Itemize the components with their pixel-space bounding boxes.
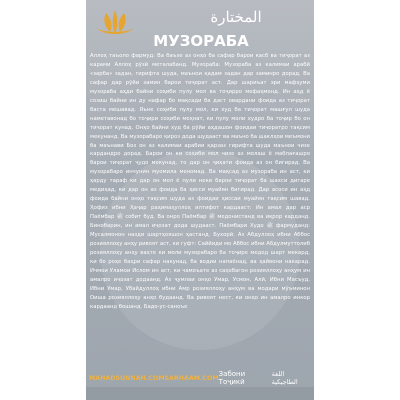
article-card <box>86 0 314 400</box>
page-title: МУЗОРАБА <box>153 32 249 50</box>
arabic-title: المختارة <box>210 8 262 26</box>
website-link-sarhaam[interactable]: SARHAAM.COM <box>164 374 219 382</box>
footer <box>86 369 314 387</box>
wheat-emblem-icon <box>92 4 138 38</box>
article-body: Аллоҳ таъоло фармуд: Ва баъзе аз онҳо ба сафар барои касб ва тиҷорат аз карами Аллоҳ рӯзӣ металабанд. Музораба: Музораба аз калимаи арабӣ «зарба» задан, гирифта шуда, маънои қадам задан дар заминро дорад. Ва сафар дар рӯйи замин барои тиҷорат аст. Дар шариъат эри мафҳуми музораба аҳди байни соҳиби пулу мол ва тоҷирро мефаҳмонд. Ин аҳд ё созиш байни ин ду нафар бо мақсади ба даст овардани фоида аз тиҷорат баста мешавад. Яъне соҳиби пулу мол, ки худ ба тиҷорат машғул шуда наметавонад бо тоҷири соҳиби меҳнат, ки пулу моли худро ба тоҷир бо он тиҷорат кунад. Онҳо байни худ ба рӯйи аҳдашон фоидаи тиҷоратро тақсим мекунанд. Ва музорабаро қироз дода шудааст ва маъно ба шаклҳои меъмони ба маънави Боз он аз калимаи арабии қарзаз гирифта шуда маънои чизе кардандро дорад. Барои он ки соҳиби мол чизе аз молаш ё маблағашро барои тиҷорат ҷудо мекунад, то дар он ҷиҳати фоида аз он бигирад. Ва музорабаро инчунин муомила меномад. Ва мақсад аз музораба ин аст, ки ҳарду тараф ки дар он мол ё пули неки барои тиҷорат ба шахси дигаре медиҳад, ки дар он аз фоида ба ҳисси муайян бигирад. Дар асоси ин аҳд фоида байни онҳо тақсим шуда аз фоидаи ҳиссаи муайян тақсим шавад. Ҳофиз ибни Ҳаҷар раҳимаҳуллоҳ илтифот кардааст: Ин амал дар аср Паёмбар ﷺ собит буд. Ва онро Паёмбар ﷺ медонистанд ва иқрор карданд. Бинобарин, ин амал иҷозат дода шудааст. Паёмбари Худо ﷺ фармуданд: Мусалмонон назди шартҳояшон ҳастанд. Бухорӣ. Аз Абдуллоҳ ибни Аббос розияллоҳу анҳу ривоят аст, ки гуфт: Саййиди мо Аббос ибни Абдулмуттолиб розияллоҳу анҳу ваҳте ки моли музорабаро ба тоҷире медод шарт мекард, ки бо роҳе баҳри сафар накунад, ба водии напаёнад, ва ҳайвони накарад. Ичмои Уламои Ислом ин аст, ки чамоъате аз саҳобагон розияллоҳу анҳум ин амалро иҷозат додаанд. Аз ҷумлаи онҳо Умар, Усмон, Алӣ, Ибни Масъуд, Ибни Умар, Убайдуллоҳ ибни Амр розияллоҳу анҳум ва модари мӯъминон Оиша розияллоҳу анҳо будаанд. Ва ривоят нест, ки онҳо ин амалро инкор кардаанд бошанд. Бадо-ус-саноъе <box>90 53 310 310</box>
language-label-arabic: اللغة الطاجيكية <box>271 370 298 386</box>
language-label: Забони Тоҷикӣ <box>218 370 246 386</box>
website-link-mahadsunnah[interactable]: MAHADSUNNAH.COM <box>89 374 165 382</box>
bottom-strip <box>86 387 314 400</box>
